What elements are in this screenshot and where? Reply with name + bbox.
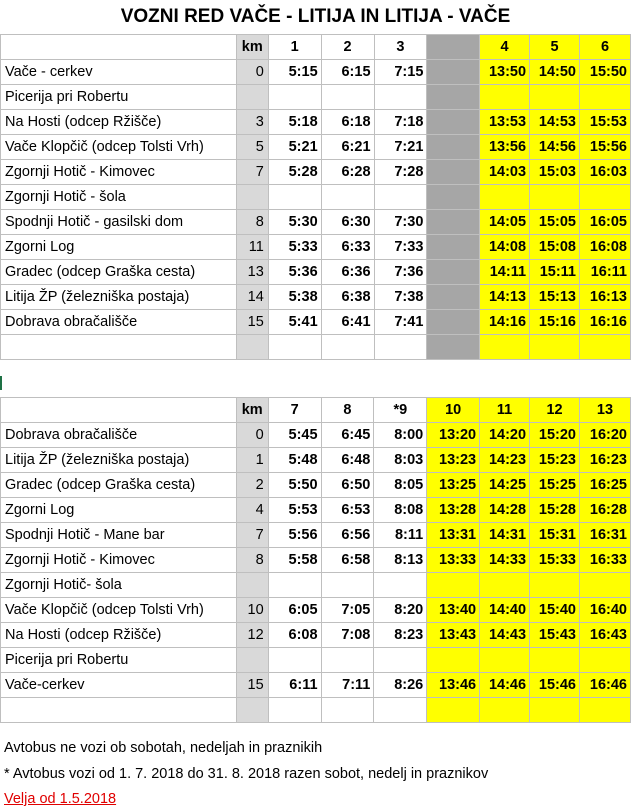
departure-time: 16:23 [580, 448, 631, 473]
departure-time: 6:11 [268, 673, 321, 698]
table-separator [0, 372, 631, 397]
header-row [1, 35, 631, 60]
departure-time [480, 335, 530, 360]
departure-time [579, 185, 630, 210]
departure-time: 16:43 [580, 623, 631, 648]
km-header: km [236, 398, 268, 423]
stop-km: 0 [236, 60, 268, 85]
departure-time [321, 573, 374, 598]
departure-time: 13:46 [427, 673, 480, 698]
departure-time: 5:36 [268, 260, 321, 285]
departure-time [580, 648, 631, 673]
gap-cell [427, 235, 480, 260]
departure-time: 5:53 [268, 498, 321, 523]
departure-time: 7:28 [374, 160, 427, 185]
departure-time [321, 698, 374, 723]
departure-time: 7:15 [374, 60, 427, 85]
table-row [1, 498, 631, 523]
departure-number-header: 8 [321, 398, 374, 423]
stop-name [1, 335, 237, 360]
departure-time [268, 698, 321, 723]
departure-time: 5:45 [268, 423, 321, 448]
departure-time [374, 573, 427, 598]
stop-name: Dobrava obračališče [1, 423, 237, 448]
stop-name: Vače Klopčič (odcep Tolsti Vrh) [1, 135, 237, 160]
stop-km [236, 648, 268, 673]
departure-time: 7:30 [374, 210, 427, 235]
departure-time [268, 335, 321, 360]
departure-time: 14:31 [480, 523, 530, 548]
departure-time: 14:46 [480, 673, 530, 698]
stop-name: Litija ŽP (železniška postaja) [1, 448, 237, 473]
departure-time: 16:16 [579, 310, 630, 335]
departure-time [480, 85, 530, 110]
departure-time [321, 185, 374, 210]
stop-name [1, 698, 237, 723]
departure-time: 5:18 [268, 110, 321, 135]
gap-cell [427, 335, 480, 360]
stop-name: Picerija pri Robertu [1, 85, 237, 110]
departure-time: 15:53 [579, 110, 630, 135]
departure-time [268, 85, 321, 110]
stop-name: Zgornji Hotič - šola [1, 185, 237, 210]
stop-name: Zgorni Log [1, 235, 237, 260]
stop-name: Spodnji Hotič - Mane bar [1, 523, 237, 548]
departure-time: 15:40 [530, 598, 580, 623]
stop-km: 2 [236, 473, 268, 498]
stop-name: Dobrava obračališče [1, 310, 237, 335]
gap-cell [427, 185, 480, 210]
departure-time: 8:05 [374, 473, 427, 498]
departure-time: 8:03 [374, 448, 427, 473]
departure-time [480, 185, 530, 210]
departure-time: 7:41 [374, 310, 427, 335]
departure-time: 5:30 [268, 210, 321, 235]
table-row [1, 260, 631, 285]
stop-name: Zgorni Log [1, 498, 237, 523]
table-row [1, 473, 631, 498]
departure-time: 14:23 [480, 448, 530, 473]
departure-time [427, 573, 480, 598]
table-row [1, 335, 631, 360]
departure-time: 6:41 [321, 310, 374, 335]
stop-km: 11 [236, 235, 268, 260]
table-row [1, 135, 631, 160]
departure-time: 6:56 [321, 523, 374, 548]
departure-time: 8:13 [374, 548, 427, 573]
departure-time: 15:28 [530, 498, 580, 523]
departure-time: 15:25 [530, 473, 580, 498]
departure-time [480, 698, 530, 723]
departure-time: 15:23 [530, 448, 580, 473]
stop-km: 1 [236, 448, 268, 473]
departure-number-header [427, 35, 480, 60]
timetable-litija-vace [0, 397, 631, 723]
departure-number-header: 6 [579, 35, 630, 60]
departure-time [427, 648, 480, 673]
departure-time [268, 648, 321, 673]
departure-time: 15:56 [579, 135, 630, 160]
departure-time: 6:18 [321, 110, 374, 135]
table-row [1, 448, 631, 473]
departure-time: 7:08 [321, 623, 374, 648]
departure-time: 5:33 [268, 235, 321, 260]
departure-time: 8:11 [374, 523, 427, 548]
departure-time [427, 698, 480, 723]
stop-name: Gradec (odcep Graška cesta) [1, 260, 237, 285]
stop-name: Spodnji Hotič - gasilski dom [1, 210, 237, 235]
table-row [1, 60, 631, 85]
departure-time: 15:13 [530, 285, 580, 310]
departure-time: 6:08 [268, 623, 321, 648]
departure-time: 8:20 [374, 598, 427, 623]
departure-time: 6:48 [321, 448, 374, 473]
table-row [1, 573, 631, 598]
departure-time [530, 85, 580, 110]
departure-time: 15:50 [579, 60, 630, 85]
departure-time: 6:30 [321, 210, 374, 235]
departure-time [480, 648, 530, 673]
departure-time: 14:50 [530, 60, 580, 85]
departure-time: 16:46 [580, 673, 631, 698]
departure-time [321, 85, 374, 110]
stop-km: 4 [236, 498, 268, 523]
departure-time: 16:03 [579, 160, 630, 185]
departure-time: 16:33 [580, 548, 631, 573]
page-title: VOZNI RED VAČE - LITIJA IN LITIJA - VAČE [120, 6, 511, 27]
stop-km [236, 573, 268, 598]
departure-time: 13:31 [427, 523, 480, 548]
stop-km: 3 [236, 110, 268, 135]
departure-number-header: 2 [321, 35, 374, 60]
departure-time: 14:43 [480, 623, 530, 648]
departure-time: 8:00 [374, 423, 427, 448]
table-row [1, 185, 631, 210]
note-no-weekends: Avtobus ne vozi ob sobotah, nedeljah in praznikih [4, 740, 323, 756]
departure-time: 14:08 [480, 235, 530, 260]
departure-time [480, 573, 530, 598]
stop-km: 0 [236, 423, 268, 448]
departure-time [530, 185, 580, 210]
departure-time [530, 573, 580, 598]
stop-name: Litija ŽP (železniška postaja) [1, 285, 237, 310]
table-row [1, 235, 631, 260]
gap-cell [427, 160, 480, 185]
departure-number-header: 12 [530, 398, 580, 423]
table-row [1, 210, 631, 235]
departure-time [580, 698, 631, 723]
departure-time [374, 648, 427, 673]
gap-cell [427, 285, 480, 310]
departure-time: 14:25 [480, 473, 530, 498]
stop-km [236, 85, 268, 110]
stop-name: Na Hosti (odcep Ržišče) [1, 110, 237, 135]
departure-time: 7:05 [321, 598, 374, 623]
departure-time [530, 698, 580, 723]
departure-time: 15:11 [530, 260, 580, 285]
stop-km: 13 [236, 260, 268, 285]
stop-km: 12 [236, 623, 268, 648]
departure-time: 5:50 [268, 473, 321, 498]
departure-number-header: *9 [374, 398, 427, 423]
gap-cell [427, 310, 480, 335]
departure-time: 13:56 [480, 135, 530, 160]
gap-cell [427, 135, 480, 160]
departure-time: 7:11 [321, 673, 374, 698]
departure-time: 6:36 [321, 260, 374, 285]
stop-km: 14 [236, 285, 268, 310]
gap-cell [427, 260, 480, 285]
departure-time: 14:33 [480, 548, 530, 573]
departure-time [268, 185, 321, 210]
departure-time: 7:18 [374, 110, 427, 135]
stop-km: 8 [236, 210, 268, 235]
gap-cell [427, 210, 480, 235]
departure-time: 6:28 [321, 160, 374, 185]
departure-time [374, 698, 427, 723]
departure-time: 14:28 [480, 498, 530, 523]
departure-number-header: 13 [580, 398, 631, 423]
table-row [1, 523, 631, 548]
departure-number-header: 3 [374, 35, 427, 60]
table-row [1, 85, 631, 110]
stop-km: 10 [236, 598, 268, 623]
departure-time: 7:36 [374, 260, 427, 285]
stop-km: 7 [236, 523, 268, 548]
departure-time: 16:13 [579, 285, 630, 310]
departure-time: 6:05 [268, 598, 321, 623]
departure-time: 5:21 [268, 135, 321, 160]
departure-time: 6:50 [321, 473, 374, 498]
departure-time: 7:33 [374, 235, 427, 260]
stop-km: 5 [236, 135, 268, 160]
departure-time: 15:05 [530, 210, 580, 235]
departure-time: 8:23 [374, 623, 427, 648]
departure-time: 14:05 [480, 210, 530, 235]
stop-km [236, 698, 268, 723]
header-row [1, 398, 631, 423]
stop-km: 8 [236, 548, 268, 573]
table-row [1, 110, 631, 135]
departure-time: 13:53 [480, 110, 530, 135]
stop-name: Gradec (odcep Graška cesta) [1, 473, 237, 498]
departure-time: 16:08 [579, 235, 630, 260]
departure-time: 16:28 [580, 498, 631, 523]
stop-name: Vače Klopčič (odcep Tolsti Vrh) [1, 598, 237, 623]
departure-time [579, 335, 630, 360]
departure-number-header: 7 [268, 398, 321, 423]
gap-cell [427, 110, 480, 135]
departure-time: 14:16 [480, 310, 530, 335]
stop-name: Zgornji Hotič - Kimovec [1, 160, 237, 185]
table-row [1, 698, 631, 723]
departure-time: 5:56 [268, 523, 321, 548]
departure-time: 16:40 [580, 598, 631, 623]
departure-time: 5:15 [268, 60, 321, 85]
departure-time: 16:31 [580, 523, 631, 548]
stop-km [236, 335, 268, 360]
departure-time: 6:15 [321, 60, 374, 85]
departure-time: 15:16 [530, 310, 580, 335]
departure-time [321, 335, 374, 360]
departure-time: 14:53 [530, 110, 580, 135]
table-row [1, 648, 631, 673]
departure-time: 15:03 [530, 160, 580, 185]
departure-time: 14:56 [530, 135, 580, 160]
stop-name: Zgornji Hotič - Kimovec [1, 548, 237, 573]
departure-time: 13:20 [427, 423, 480, 448]
departure-time: 13:50 [480, 60, 530, 85]
departure-time: 7:21 [374, 135, 427, 160]
table-row [1, 160, 631, 185]
table-row [1, 598, 631, 623]
departure-time: 14:11 [480, 260, 530, 285]
stop-name: Zgornji Hotič- šola [1, 573, 237, 598]
departure-number-header: 4 [480, 35, 530, 60]
stop-km: 15 [236, 673, 268, 698]
departure-time: 13:40 [427, 598, 480, 623]
stop-name: Na Hosti (odcep Ržišče) [1, 623, 237, 648]
departure-time: 16:20 [580, 423, 631, 448]
departure-time: 14:13 [480, 285, 530, 310]
departure-time: 5:48 [268, 448, 321, 473]
timetable-vace-litija [0, 34, 631, 360]
departure-number-header: 5 [530, 35, 580, 60]
departure-number-header: 1 [268, 35, 321, 60]
stop-name: Picerija pri Robertu [1, 648, 237, 673]
departure-time: 14:40 [480, 598, 530, 623]
table-row [1, 310, 631, 335]
departure-number-header: 10 [427, 398, 480, 423]
stop-km [236, 185, 268, 210]
departure-time [579, 85, 630, 110]
departure-time [580, 573, 631, 598]
gap-cell [427, 85, 480, 110]
departure-time: 6:45 [321, 423, 374, 448]
stop-km: 15 [236, 310, 268, 335]
departure-time [374, 335, 427, 360]
departure-time: 16:05 [579, 210, 630, 235]
departure-time: 6:33 [321, 235, 374, 260]
departure-time: 13:28 [427, 498, 480, 523]
note-summer-schedule: * Avtobus vozi od 1. 7. 2018 do 31. 8. 2018 razen sobot, nedelj in praznikov [4, 766, 489, 782]
departure-time [374, 185, 427, 210]
gap-cell [427, 60, 480, 85]
departure-time: 16:11 [579, 260, 630, 285]
departure-number-header: 11 [480, 398, 530, 423]
departure-time [268, 573, 321, 598]
departure-time [321, 648, 374, 673]
departure-time: 6:21 [321, 135, 374, 160]
departure-time: 15:20 [530, 423, 580, 448]
departure-time: 6:58 [321, 548, 374, 573]
departure-time [374, 85, 427, 110]
departure-time: 15:33 [530, 548, 580, 573]
stop-header-cell [1, 398, 237, 423]
departure-time: 16:25 [580, 473, 631, 498]
departure-time: 7:38 [374, 285, 427, 310]
table-row [1, 548, 631, 573]
stop-header-cell [1, 35, 237, 60]
departure-time [530, 335, 580, 360]
departure-time: 15:08 [530, 235, 580, 260]
sheet-marker [0, 376, 5, 390]
departure-time: 5:58 [268, 548, 321, 573]
stop-name: Vače-cerkev [1, 673, 237, 698]
table-row [1, 673, 631, 698]
valid-from-note: Velja od 1.5.2018 [4, 791, 117, 807]
stop-km: 7 [236, 160, 268, 185]
departure-time: 13:33 [427, 548, 480, 573]
table-row [1, 285, 631, 310]
departure-time: 8:08 [374, 498, 427, 523]
departure-time: 6:38 [321, 285, 374, 310]
departure-time: 15:46 [530, 673, 580, 698]
departure-time: 15:43 [530, 623, 580, 648]
stop-name: Vače - cerkev [1, 60, 237, 85]
departure-time: 13:23 [427, 448, 480, 473]
km-header: km [236, 35, 268, 60]
departure-time: 13:43 [427, 623, 480, 648]
departure-time: 8:26 [374, 673, 427, 698]
table-row [1, 423, 631, 448]
departure-time: 14:20 [480, 423, 530, 448]
departure-time: 5:38 [268, 285, 321, 310]
departure-time: 5:28 [268, 160, 321, 185]
departure-time [530, 648, 580, 673]
departure-time: 5:41 [268, 310, 321, 335]
departure-time: 6:53 [321, 498, 374, 523]
departure-time: 14:03 [480, 160, 530, 185]
departure-time: 15:31 [530, 523, 580, 548]
table-row [1, 623, 631, 648]
departure-time: 13:25 [427, 473, 480, 498]
